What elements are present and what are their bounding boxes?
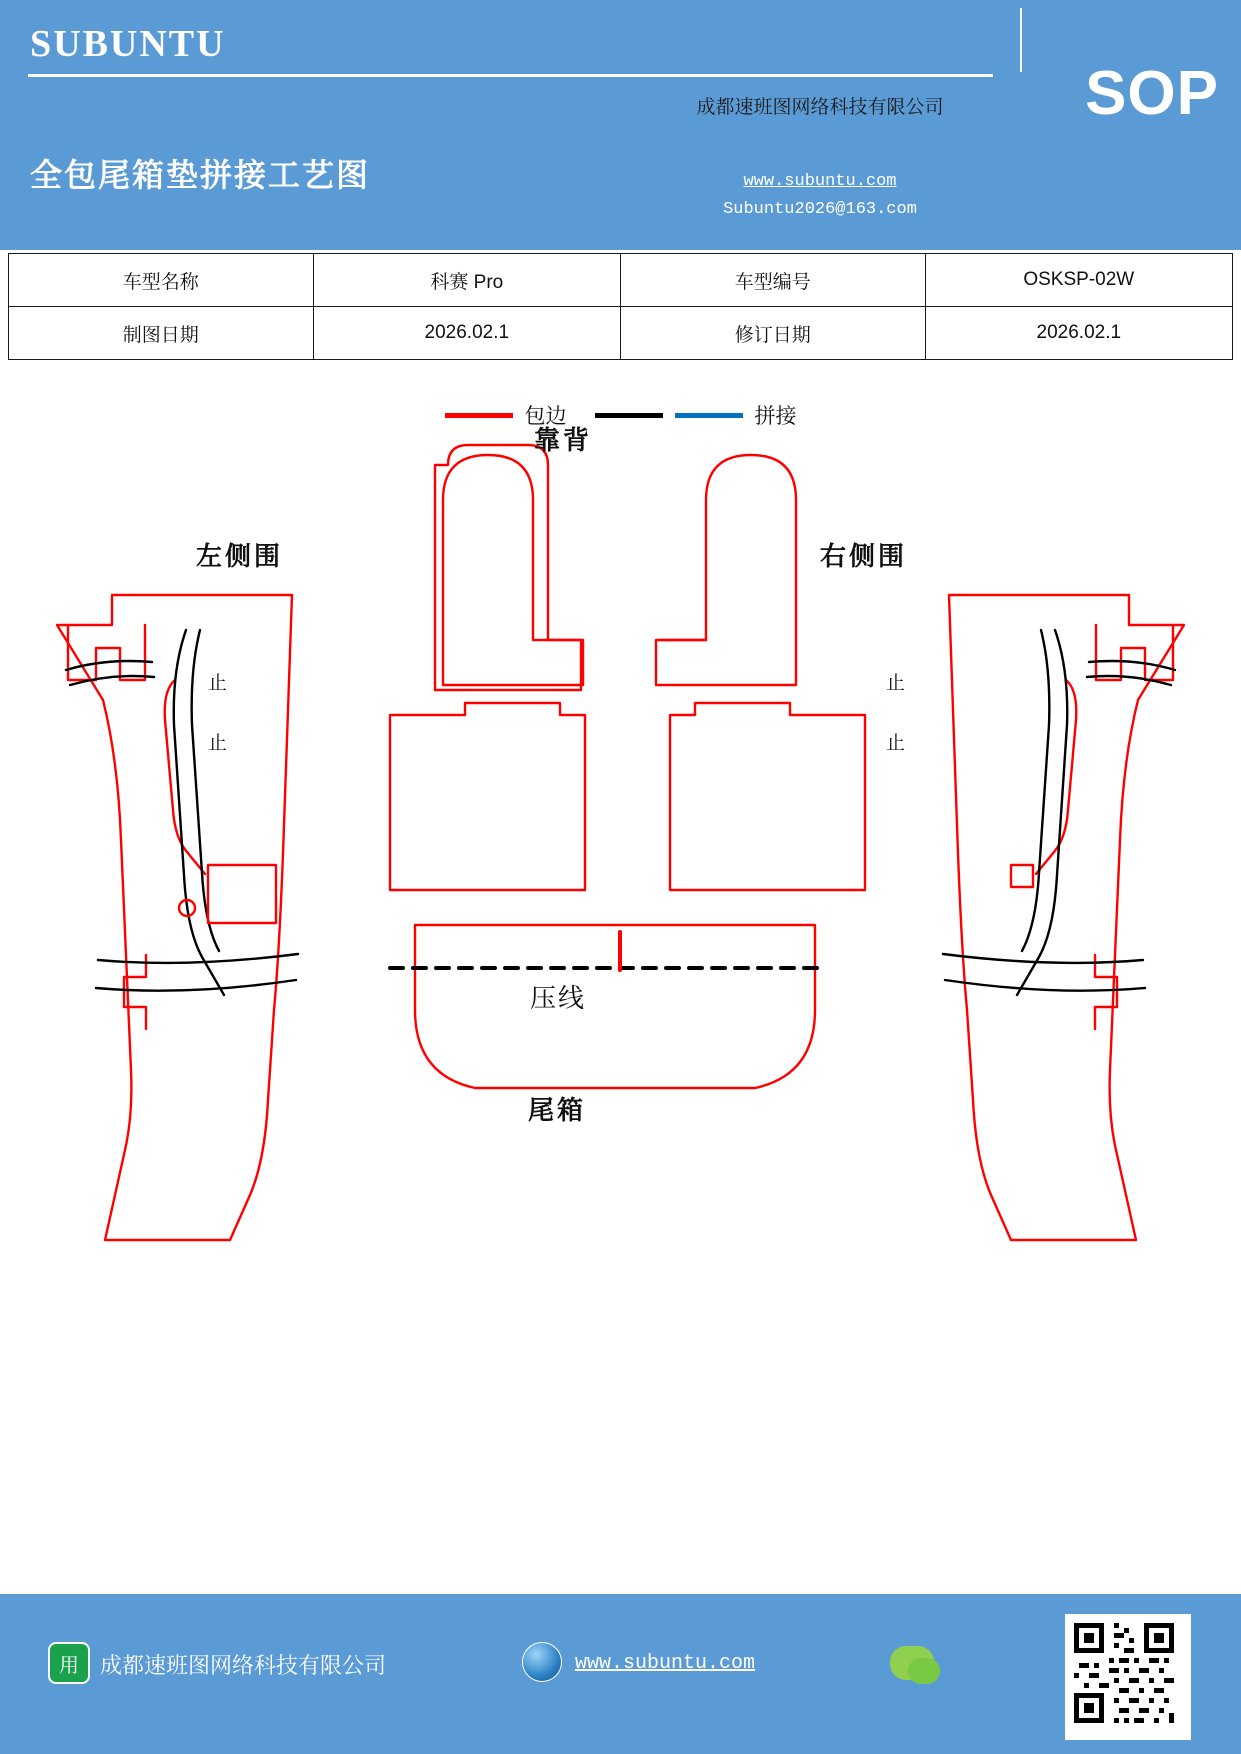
company-icon: 用 xyxy=(48,1642,90,1684)
right-side-black-bottom-1 xyxy=(943,954,1143,963)
qr-code-svg xyxy=(1069,1618,1179,1728)
table-row xyxy=(9,254,1233,307)
brand-logo: SUBUNTU xyxy=(30,23,226,65)
right-side-inner-notch xyxy=(1096,625,1173,680)
footer-website-link[interactable]: www.subuntu.com xyxy=(575,1652,756,1675)
header-divider xyxy=(28,74,993,77)
label-model-code: 车型编号 xyxy=(620,254,925,307)
label-revision-date: 修订日期 xyxy=(620,307,925,360)
left-side-inner-notch xyxy=(68,625,145,680)
label-model-name: 车型名称 xyxy=(9,254,314,307)
caption-press-line: 压线 xyxy=(530,983,587,1013)
legend-label-seam: 拼接 xyxy=(754,405,797,428)
page-header xyxy=(0,0,1241,250)
mark-stop-right-upper: 止 xyxy=(886,673,908,694)
right-side-black-big2 xyxy=(1022,630,1049,951)
caption-backrest: 靠背 xyxy=(534,425,593,455)
left-side-square-hole xyxy=(208,865,276,923)
sop-label: SOP xyxy=(1085,59,1219,128)
header-website-link[interactable]: www.subuntu.com xyxy=(743,172,897,191)
header-company-name: 成都速班图网络科技有限公司 xyxy=(696,97,944,118)
mark-stop-left-lower: 止 xyxy=(208,733,230,754)
legend-swatch-edge xyxy=(445,413,513,418)
value-draw-date: 2026.02.1 xyxy=(313,307,620,360)
drawing-svg xyxy=(0,440,1241,1460)
left-side-black-bottom-1 xyxy=(98,954,298,963)
backrest-panel-right-outline xyxy=(656,455,796,685)
trunk-panel xyxy=(415,925,815,1088)
table-row xyxy=(9,307,1233,360)
globe-icon xyxy=(522,1642,562,1682)
caption-left-side: 左侧围 xyxy=(196,541,284,571)
vehicle-info-table xyxy=(8,253,1233,360)
legend xyxy=(0,400,1241,430)
label-draw-date: 制图日期 xyxy=(9,307,314,360)
technical-drawing xyxy=(0,425,1241,1460)
seat-panel-left xyxy=(390,703,585,890)
page-footer xyxy=(0,1594,1241,1754)
legend-label-edge: 包边 xyxy=(524,405,567,428)
qr-code xyxy=(1065,1614,1191,1740)
seat-panel-right xyxy=(670,703,865,890)
legend-swatch-seam-blue xyxy=(675,413,743,418)
backrest-panel-left xyxy=(435,445,581,690)
right-side-square-hole xyxy=(1011,865,1033,887)
mark-stop-right-lower: 止 xyxy=(886,733,908,754)
backrest-panel-left-outline xyxy=(443,455,583,685)
caption-right-side: 右侧围 xyxy=(820,541,908,571)
caption-trunk: 尾箱 xyxy=(528,1095,587,1125)
wechat-icon xyxy=(890,1646,934,1680)
document-title: 全包尾箱垫拼接工艺图 xyxy=(30,157,371,193)
header-vertical-divider xyxy=(1020,8,1022,72)
value-revision-date: 2026.02.1 xyxy=(925,307,1232,360)
value-model-code: OSKSP-02W xyxy=(925,254,1232,307)
header-email[interactable]: Subuntu2026@163.com xyxy=(723,200,917,219)
value-model-name: 科赛 Pro xyxy=(313,254,620,307)
footer-company-name: 成都速班图网络科技有限公司 xyxy=(100,1653,387,1678)
legend-swatch-seam xyxy=(595,413,663,418)
mark-stop-left-upper: 止 xyxy=(208,673,230,694)
